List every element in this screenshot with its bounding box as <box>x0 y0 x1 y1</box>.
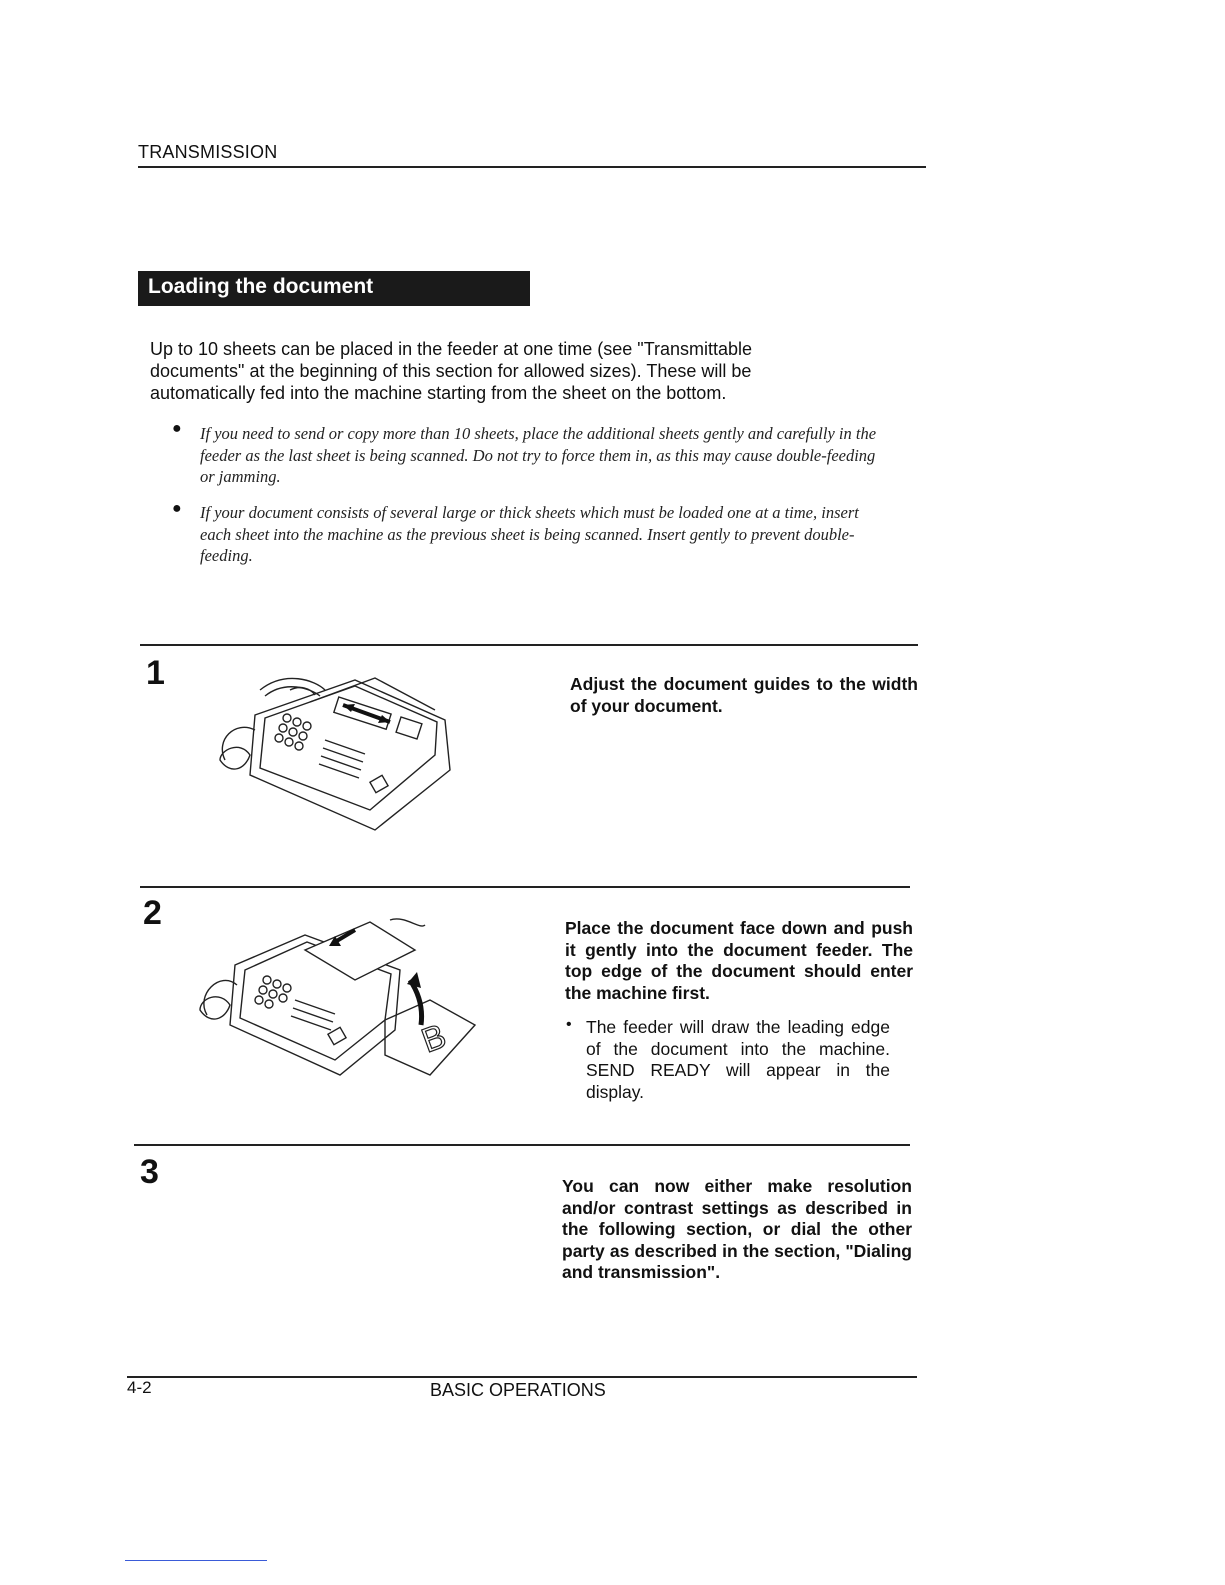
step-1-number: 1 <box>146 654 165 692</box>
step-2-rule <box>140 886 910 888</box>
bullet-icon: ● <box>172 500 182 517</box>
step-2-number: 2 <box>143 894 162 932</box>
step-3-rule <box>134 1144 910 1146</box>
step-2-bullet: The feeder will draw the leading edge of the document into the machine. SEND READY will appear in the display. <box>586 1017 890 1102</box>
note-1: If you need to send or copy more than 10 sheets, place the additional sheets gently and carefully in the feeder as the last sheet is being scanned. Do not try to force them in, as this may cause double-feeding or jamming. <box>200 424 877 486</box>
step-3-number: 3 <box>140 1153 159 1191</box>
step-3-text: You can now either make resolution and/or contrast settings as described in the following section, or dial the other party as described in the section, "Dialing and transmission". <box>562 1176 912 1282</box>
step-2-text: Place the document face down and push it gently into the document feeder. The top edge of the document should enter the machine first. <box>565 918 913 1003</box>
section-title-bar <box>138 271 530 306</box>
page-number: 4-2 <box>127 1378 152 1397</box>
bullet-icon: ● <box>172 420 182 437</box>
section-title: Loading the document <box>148 275 374 298</box>
section-header: TRANSMISSION <box>138 142 278 162</box>
intro-paragraph: Up to 10 sheets can be placed in the feeder at one time (see "Transmittable documents" at the beginning of this section for allowed sizes). These will be automatically fed into the machine starting from the sheet on the bottom. <box>150 339 753 403</box>
bottom-edge-line <box>125 1560 267 1561</box>
step-1-text: Adjust the document guides to the width of your document. <box>570 674 918 716</box>
note-2: If your document consists of several large or thick sheets which must be loaded one at a time, insert each sheet into the machine as the previous sheet is being scanned. Insert gently to prevent double-feeding. <box>200 503 859 565</box>
footer-rule <box>127 1376 917 1378</box>
fax-machine-guides-illustration <box>215 660 455 835</box>
fax-machine-loading-illustration <box>195 910 485 1080</box>
bullet-icon: • <box>566 1016 572 1033</box>
footer-title: BASIC OPERATIONS <box>430 1380 606 1400</box>
illustration-letter: B <box>416 1016 452 1061</box>
step-1-rule <box>140 644 918 646</box>
header-rule <box>138 166 926 168</box>
